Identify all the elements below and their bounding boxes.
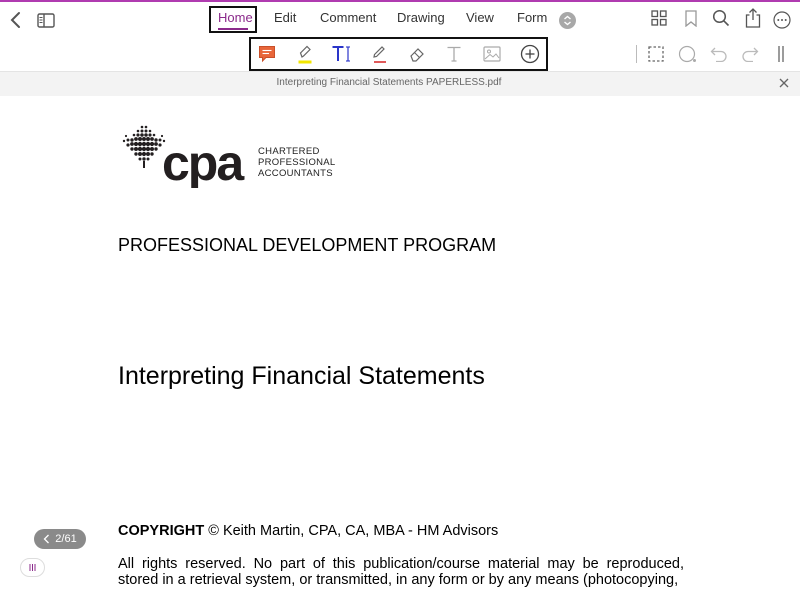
tab-form[interactable]: Form [517,10,548,25]
document-title: Interpreting Financial Statements [118,362,485,390]
logo-caption-line: CHARTERED [258,146,320,157]
copyright-line [118,523,498,539]
highlighter-icon[interactable] [292,41,318,67]
sidebar-toggle-icon[interactable] [36,10,56,30]
program-heading: PROFESSIONAL DEVELOPMENT PROGRAM [118,235,497,255]
copyright-label: COPYRIGHT [118,523,205,539]
pen-draw-icon[interactable] [366,41,392,67]
toolbar-collapse-icon[interactable] [768,41,794,67]
top-bar [0,2,800,38]
tab-edit[interactable]: Edit [274,10,297,25]
active-tab-underline [218,28,248,30]
logo-caption [258,146,336,179]
page-indicator[interactable] [34,529,86,549]
more-options-icon[interactable] [772,10,792,30]
more-tabs-chevron-icon[interactable] [559,12,576,29]
page-number: 2/61 [55,533,77,545]
close-file-icon[interactable] [777,76,791,95]
area-select-icon[interactable] [643,41,669,67]
search-icon[interactable] [711,8,731,28]
text-box-icon[interactable] [329,41,355,67]
bookmark-icon[interactable] [681,8,701,28]
file-name[interactable]: Interpreting Financial Statements PAPERLESS.pdf [276,77,502,88]
file-tab-bar [0,71,800,96]
tab-view[interactable]: View [466,10,494,25]
copyright-holder: © Keith Martin, CPA, CA, MBA - HM Advisors [204,523,499,539]
note-comment-icon[interactable] [254,41,280,67]
undo-icon[interactable] [706,41,732,67]
tab-comment[interactable]: Comment [320,10,377,25]
rights-paragraph: All rights reserved. No part of this publication/course material may be reproduced, stored in a retrieval system, or transmitted, in any form or by any means (photocopying, [118,556,684,588]
lasso-select-icon[interactable] [675,41,701,67]
image-insert-icon[interactable] [479,41,505,67]
drawer-handle-icon [28,563,37,572]
tab-drawing[interactable]: Drawing [397,10,445,25]
redo-icon[interactable] [737,41,763,67]
logo-caption-line: PROFESSIONAL [258,157,336,168]
typewriter-text-icon[interactable] [441,41,467,67]
eraser-icon[interactable] [404,41,430,67]
add-tool-icon[interactable] [517,41,543,67]
back-chevron-icon[interactable] [6,8,26,32]
logo-wordmark: cpa [162,135,243,188]
document-page [0,96,800,589]
tab-home[interactable]: Home [218,10,253,25]
page-back-chevron-icon [43,534,50,544]
thumbnails-grid-icon[interactable] [649,8,669,28]
logo-caption-line: ACCOUNTANTS [258,168,333,179]
toolbar-divider [636,45,637,63]
page-drawer-handle[interactable] [20,558,45,577]
share-icon[interactable] [743,7,763,29]
